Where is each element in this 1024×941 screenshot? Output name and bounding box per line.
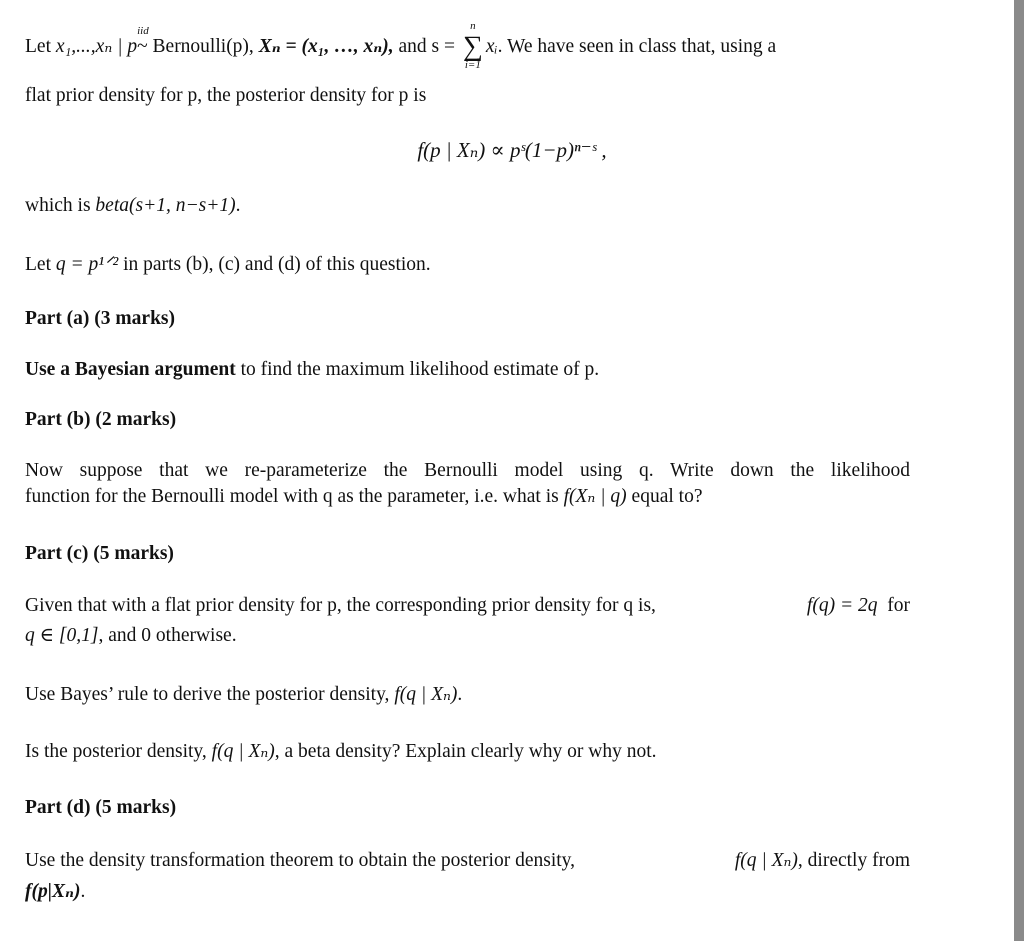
part-c-prior-expr: f(q) = 2q xyxy=(806,595,878,616)
part-c-bayes-a: Use Bayes’ rule to derive the posterior density, xyxy=(25,684,390,705)
sum-top: n xyxy=(470,20,476,32)
part-d-line-1b: , directly from xyxy=(797,850,910,871)
intro-Xn: Xₙ = (x₁, …, xₙ), xyxy=(258,36,394,57)
part-c-line-1 xyxy=(25,594,910,618)
part-c-beta-a: Is the posterior density, xyxy=(25,741,207,762)
part-c-bayes-b: . xyxy=(457,684,463,705)
part-c-line-1a: Given that with a flat prior density for p, the corresponding prior density for q is, xyxy=(25,595,656,616)
intro-bernoulli: Bernoulli(p), xyxy=(152,36,254,57)
part-d-line-1a: Use the density transformation theorem to obtain the posterior density, xyxy=(25,850,576,871)
let-q-expr: q = p¹ᐟ² xyxy=(55,254,119,275)
part-b-heading: Part (b) (2 marks) xyxy=(25,409,177,430)
part-a-text xyxy=(25,358,910,382)
beta-expression: beta(s+1, n−s+1) xyxy=(95,195,236,216)
let-q-line xyxy=(25,253,910,277)
posterior-formula: f(p | Xₙ) ∝ pˢ(1−p)ⁿ⁻ˢ , xyxy=(417,138,607,162)
part-c-bayes-line xyxy=(25,683,910,707)
part-d-line-2b: . xyxy=(80,881,86,902)
intro-rest: . We have seen in class that, using a xyxy=(497,36,777,57)
part-a-bold: Use a Bayesian argument xyxy=(25,359,236,380)
intro-xvars: x₁,...,xₙ | p xyxy=(55,36,138,57)
intro-line-2: flat prior density for p, the posterior density for p is xyxy=(25,85,427,106)
page-edge-scrollbar xyxy=(1014,0,1024,941)
part-c-line-1b: for xyxy=(887,595,910,616)
part-d-line-2 xyxy=(25,880,910,904)
part-a-rest: to find the maximum likelihood estimate of p. xyxy=(240,359,600,380)
part-a-heading: Part (a) (3 marks) xyxy=(25,308,175,329)
part-c-bayes-expr: f(q | Xₙ) xyxy=(394,684,458,705)
iid-tilde xyxy=(137,25,149,59)
part-b-line-1: Now suppose that we re-parameterize the Bernoulli model using q. Write down the likelihood xyxy=(25,460,910,481)
sum-symbol: n ∑ i=1 xyxy=(460,32,486,59)
part-b-line-2 xyxy=(25,485,910,509)
part-c-beta-expr: f(q | Xₙ) xyxy=(211,741,275,762)
part-c-line-2b: , and 0 otherwise. xyxy=(98,625,237,646)
intro-let: Let xyxy=(25,36,51,57)
intro-line-1 xyxy=(25,20,910,71)
iid-label: iid xyxy=(137,25,149,37)
part-b-likelihood-expr: f(Xₙ | q) xyxy=(563,486,627,507)
part-b-line-2a: function for the Bernoulli model with q as the parameter, i.e. what is xyxy=(25,486,559,507)
sum-bottom: i=1 xyxy=(464,59,481,71)
sum-term: xᵢ xyxy=(485,36,498,57)
part-d-line-1 xyxy=(25,849,910,873)
part-c-line-2 xyxy=(25,624,910,648)
part-d-heading: Part (d) (5 marks) xyxy=(25,797,177,818)
part-c-beta-b: , a beta density? Explain clearly why or why not. xyxy=(274,741,657,762)
which-is-line xyxy=(25,194,910,218)
part-c-heading: Part (c) (5 marks) xyxy=(25,543,174,564)
beta-end: . xyxy=(235,195,241,216)
which-is-text: which is xyxy=(25,195,91,216)
part-c-beta-line xyxy=(25,740,910,764)
intro-and-s: and s = xyxy=(398,36,455,57)
part-d-source-expr: f(p|Xₙ) xyxy=(25,881,81,902)
part-c-domain-expr: q ∈ [0,1] xyxy=(25,625,99,646)
let-q-prefix: Let xyxy=(25,254,51,275)
let-q-suffix: in parts (b), (c) and (d) of this question. xyxy=(123,254,431,275)
part-d-posterior-expr: f(q | Xₙ) xyxy=(734,850,798,871)
part-b-line-2b: equal to? xyxy=(631,486,703,507)
tilde: ~ xyxy=(137,36,148,57)
